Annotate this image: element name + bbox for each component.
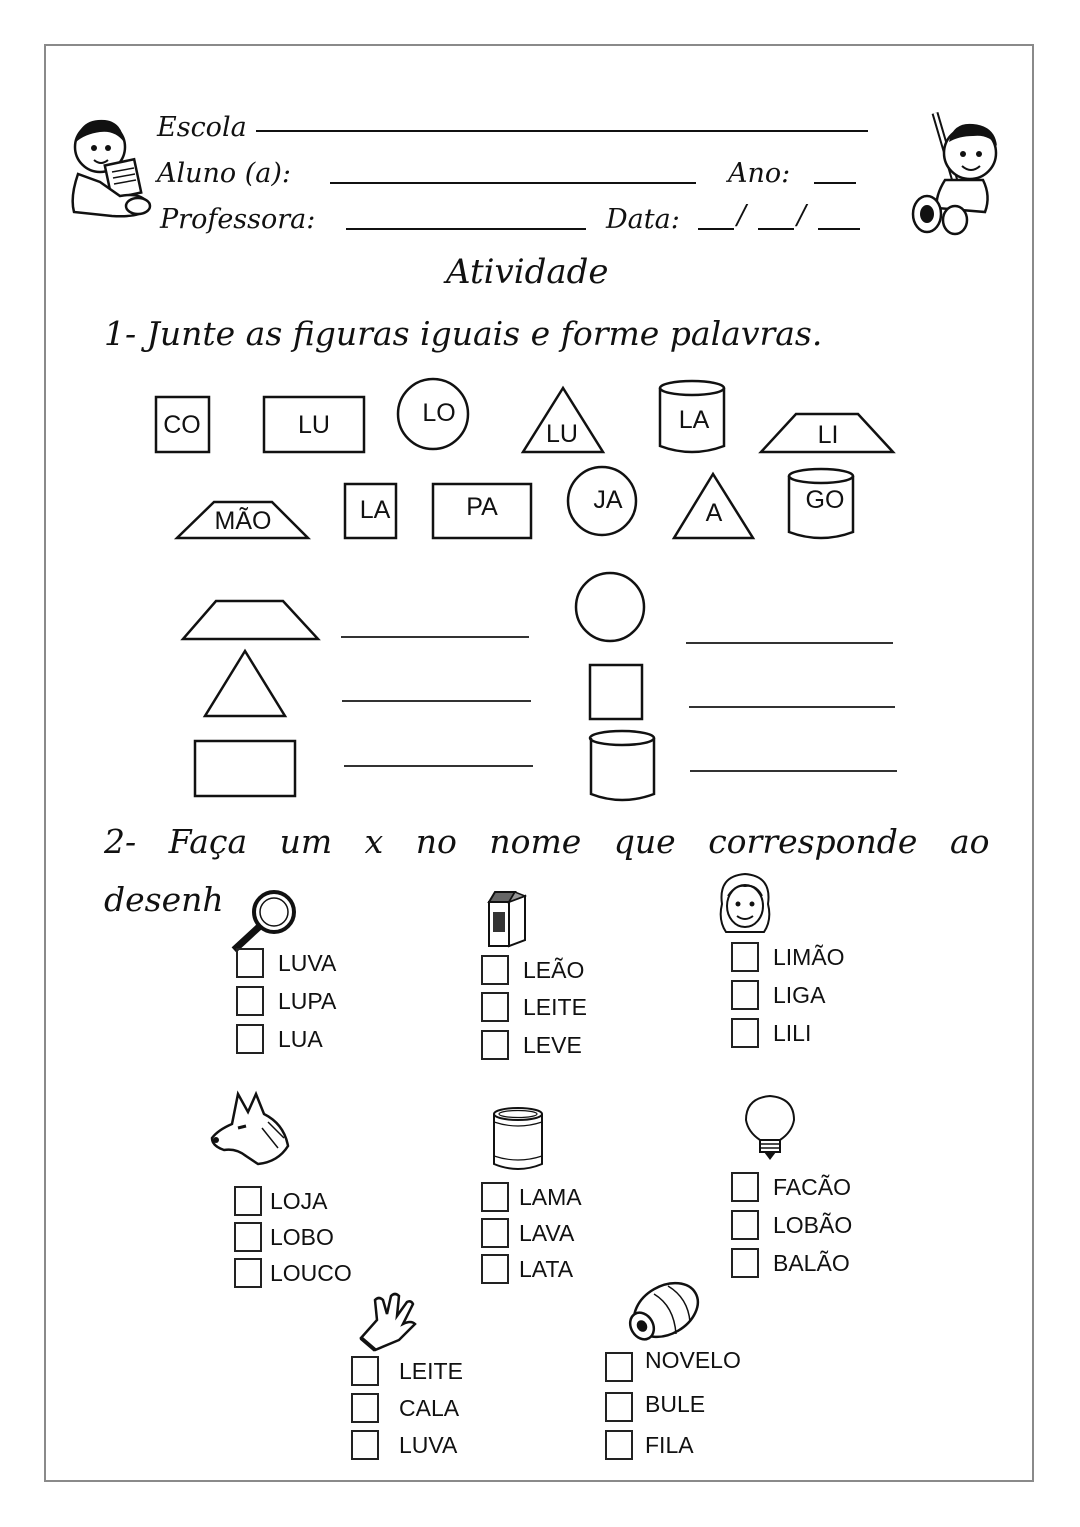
school-label: Escola [157, 112, 247, 143]
student-label: Aluno (a): [157, 158, 292, 189]
checkbox[interactable] [234, 1222, 262, 1252]
syllable-label: LU [546, 420, 578, 448]
option-label: LOJA [270, 1187, 328, 1214]
option-row[interactable] [236, 986, 336, 1016]
checkbox[interactable] [481, 1218, 509, 1248]
option-label: LUA [278, 1025, 323, 1052]
checkbox[interactable] [351, 1430, 379, 1460]
option-label: LUVA [278, 949, 337, 976]
checkbox[interactable] [731, 980, 759, 1010]
answer-shape-circle [576, 573, 644, 641]
option-row[interactable] [605, 1392, 705, 1422]
option-label: LATA [519, 1255, 574, 1282]
answer-shape-rectangle [195, 741, 295, 796]
question-1-text: 1- Junte as figuras iguais e forme palavras. [104, 314, 823, 353]
option-row[interactable] [731, 1248, 850, 1278]
answer-shape-square [590, 665, 642, 719]
option-label: LOUCO [270, 1259, 352, 1286]
option-row[interactable] [481, 1030, 582, 1060]
option-row[interactable] [481, 1254, 573, 1284]
option-row[interactable] [236, 948, 336, 978]
syllable-label: LI [817, 421, 839, 449]
option-label: BALÃO [773, 1249, 850, 1276]
checkbox[interactable] [351, 1393, 379, 1423]
option-row[interactable] [731, 980, 825, 1010]
syllable-label: GO [805, 486, 845, 514]
option-label: LEITE [399, 1357, 463, 1384]
option-row[interactable] [481, 992, 587, 1022]
checkbox[interactable] [234, 1258, 262, 1288]
option-label: LAVA [519, 1219, 575, 1246]
wolf-icon [208, 1088, 292, 1166]
answer-shape-cylinder [590, 731, 654, 800]
option-label: LOBÃO [773, 1211, 853, 1238]
date-label: Data: [606, 204, 680, 235]
option-row[interactable] [605, 1430, 694, 1460]
checkbox[interactable] [481, 1254, 509, 1284]
magnifying-glass-icon [228, 888, 300, 956]
option-row[interactable] [605, 1346, 741, 1382]
answer-shape-triangle [205, 651, 285, 716]
syllable-label: LO [422, 399, 456, 427]
option-row[interactable] [731, 1172, 851, 1202]
option-row[interactable] [234, 1222, 334, 1252]
checkbox[interactable] [481, 992, 509, 1022]
checkbox[interactable] [731, 1018, 759, 1048]
checkbox[interactable] [351, 1356, 379, 1386]
checkbox[interactable] [731, 942, 759, 972]
option-row[interactable] [731, 1018, 811, 1048]
checkbox[interactable] [236, 986, 264, 1016]
option-row[interactable] [481, 1182, 582, 1212]
date-separator: / [797, 200, 807, 231]
checkbox[interactable] [234, 1186, 262, 1216]
milk-carton-icon [485, 890, 529, 948]
option-row[interactable] [234, 1186, 328, 1216]
syllable-label: PA [466, 493, 498, 521]
checkbox[interactable] [605, 1430, 633, 1460]
checkbox[interactable] [731, 1248, 759, 1278]
option-label: LAMA [519, 1183, 582, 1210]
option-label: LILI [773, 1019, 812, 1046]
syllable-label: MÃO [214, 507, 272, 535]
syllable-label: LA [359, 496, 391, 524]
syllable-label: CO [163, 411, 201, 439]
option-label: FILA [645, 1431, 694, 1458]
option-label: LUVA [399, 1431, 458, 1458]
can-icon [490, 1106, 546, 1172]
option-label: LOBO [270, 1223, 334, 1250]
option-row[interactable] [731, 942, 845, 972]
glove-icon [355, 1290, 419, 1352]
checkbox[interactable] [236, 1024, 264, 1054]
option-row[interactable] [234, 1258, 352, 1288]
option-label: LUPA [278, 987, 337, 1014]
option-row[interactable] [481, 955, 584, 985]
option-row[interactable] [481, 1218, 574, 1248]
checkbox[interactable] [605, 1352, 633, 1382]
syllable-label: A [705, 499, 723, 527]
yarn-ball-icon [624, 1276, 704, 1344]
answer-shape-trapezoid [183, 601, 318, 639]
option-label: FACÃO [773, 1173, 851, 1200]
syllable-label: LA [678, 406, 710, 434]
girl-face-icon [714, 870, 776, 940]
option-label: CALA [399, 1394, 460, 1421]
option-label: NOVELO [645, 1346, 741, 1373]
date-separator: / [737, 200, 747, 231]
checkbox[interactable] [731, 1172, 759, 1202]
checkbox[interactable] [481, 955, 509, 985]
teacher-label: Professora: [160, 204, 316, 235]
option-label: LIMÃO [773, 943, 845, 970]
light-bulb-icon [742, 1094, 798, 1162]
year-label: Ano: [728, 158, 791, 189]
syllable-label: LU [298, 411, 330, 439]
checkbox[interactable] [481, 1030, 509, 1060]
option-label: LIGA [773, 981, 826, 1008]
page-title: Atividade [446, 252, 609, 292]
option-row[interactable] [351, 1393, 459, 1423]
checkbox[interactable] [236, 948, 264, 978]
option-label: LEÃO [523, 956, 585, 983]
option-row[interactable] [236, 1024, 323, 1054]
option-row[interactable] [351, 1430, 457, 1460]
option-row[interactable] [731, 1210, 852, 1240]
option-label: LEITE [523, 993, 587, 1020]
option-label: BULE [645, 1390, 706, 1417]
checkbox[interactable] [481, 1182, 509, 1212]
syllable-label: JA [593, 486, 623, 514]
question-2-text-continued: desenh [104, 880, 224, 919]
option-row[interactable] [351, 1356, 463, 1386]
checkbox[interactable] [731, 1210, 759, 1240]
checkbox[interactable] [605, 1392, 633, 1422]
option-label: LEVE [523, 1031, 582, 1058]
question-2-text: 2- Faça um x no nome que corresponde ao [104, 822, 990, 861]
